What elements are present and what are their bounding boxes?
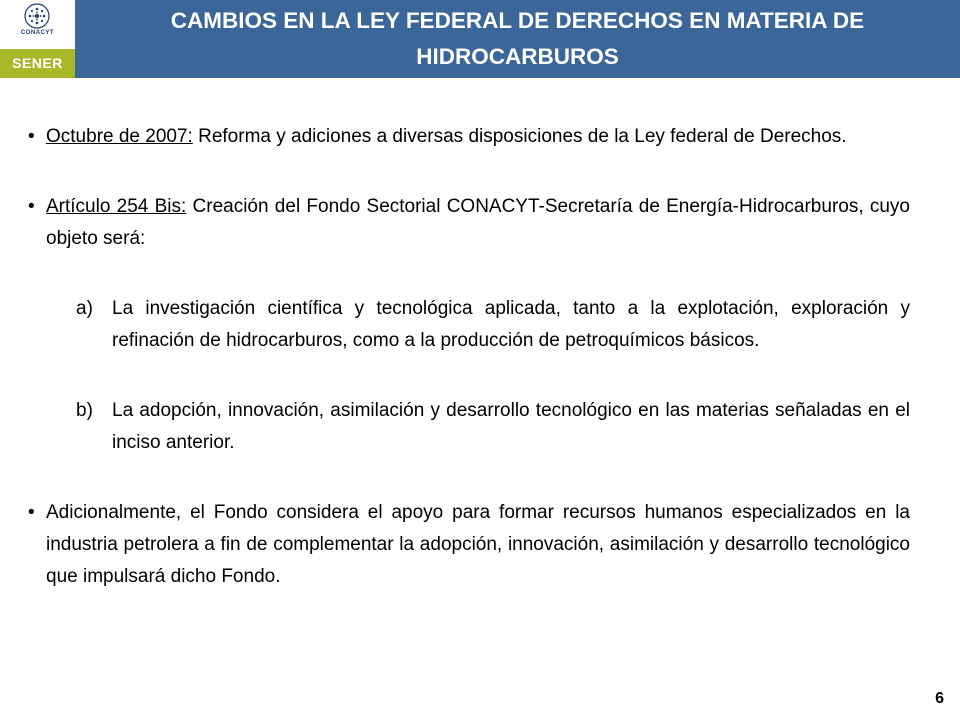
slide-content: [28, 121, 910, 593]
bullet-item-article: [28, 191, 910, 255]
subitem-a: [28, 293, 910, 357]
subitem-text: La adopción, innovación, asimilación y desarrollo tecnológico en las materias señaladas en el inciso anterior.: [112, 400, 910, 453]
subitem-b: [28, 395, 910, 459]
bullet-label: Artículo 254 Bis:: [46, 196, 187, 217]
bullet-text: Reforma y adiciones a diversas disposiciones de la Ley federal de Derechos.: [192, 126, 847, 147]
bullet-text: Adicionalmente, el Fondo considera el apoyo para formar recursos humanos especializados en la industria petrolera a fin de complementar la adopción, innovación, asimilación y desarrollo tecnológico que impulsará dicho Fondo.: [46, 502, 910, 587]
page-number: 6: [935, 690, 944, 707]
subitem-label: a): [76, 298, 93, 319]
conacyt-logo-icon: [24, 3, 50, 29]
page-title: CAMBIOS EN LA LEY FEDERAL DE DERECHOS EN MATERIA DE HIDROCARBUROS: [170, 8, 865, 69]
bullet-label: Octubre de 2007:: [46, 126, 193, 147]
bullet-item-additional: [28, 497, 910, 593]
bullet-icon: •: [28, 196, 35, 217]
subitem-text: La investigación científica y tecnológica aplicada, tanto a la explotación, exploración y refinación de hidrocarburos, como a la producción de petroquímicos básicos.: [112, 298, 910, 351]
conacyt-logo-text: CONACYT: [20, 30, 55, 36]
sener-logo: SENER: [0, 49, 75, 78]
bullet-icon: •: [28, 502, 35, 523]
subitem-label: b): [76, 400, 93, 421]
bullet-text: Creación del Fondo Sectorial CONACYT-Secretaría de Energía-Hidrocarburos, cuyo objeto será:: [46, 196, 910, 249]
bullet-icon: •: [28, 126, 35, 147]
title-bar: [75, 0, 960, 78]
bullet-item-reform: [28, 121, 910, 153]
logo-panel: [0, 0, 75, 78]
